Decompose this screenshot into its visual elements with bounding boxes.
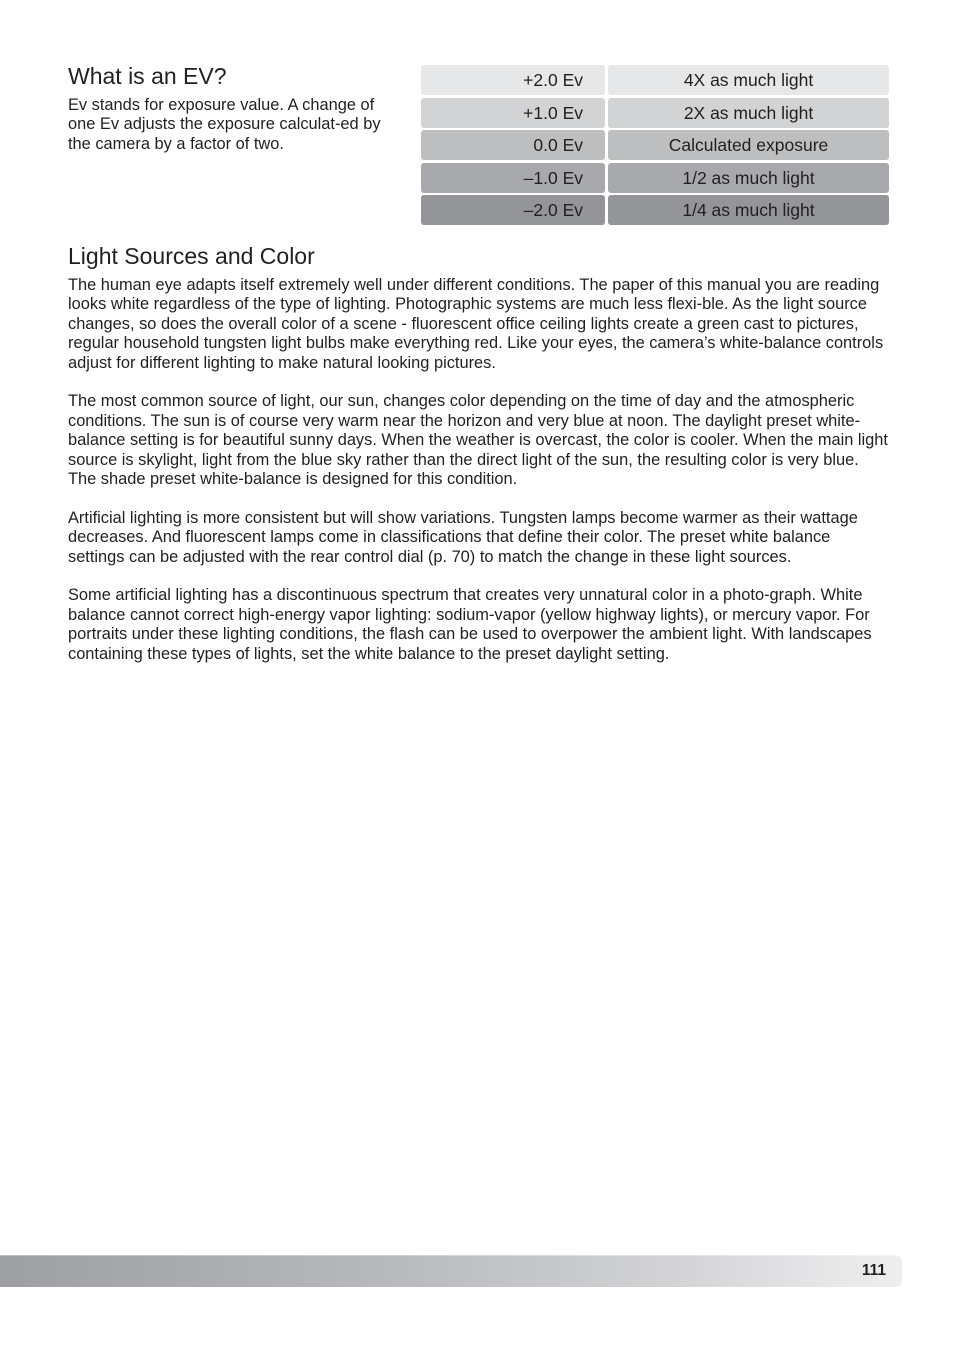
ev-table-row xyxy=(421,65,889,95)
light-sources-body xyxy=(68,276,890,683)
ev-value-cell: –2.0 Ev xyxy=(421,195,605,225)
body-paragraph: Some artificial lighting has a discontinuous spectrum that creates very unnatural color in a photo-graph. White balance cannot correct high-energy vapor lighting: sodium-vapor (yellow highway lights), or mercury vapor. For portraits under these lighting conditions, the flash can be used to overpower the ambient light. With landscapes containing these types of lights, set the white balance to the preset daylight setting. xyxy=(68,586,872,663)
ev-description-cell: 1/2 as much light xyxy=(608,163,889,193)
body-paragraph: The human eye adapts itself extremely well under different conditions. The paper of this manual you are reading looks white regardless of the type of lighting. Photographic systems are much less flexi-ble. As the light source changes, so does the overall color of a scene - fluorescent office ceiling lights create a green cast to pictures, regular household tungsten light bulbs make everything red. Like your eyes, the camera’s white-balance controls adjust for different lighting to make natural looking pictures. xyxy=(68,276,884,372)
ev-description-cell: Calculated exposure xyxy=(608,130,889,160)
page-number: 111 xyxy=(861,1262,886,1279)
body-paragraph: The most common source of light, our sun, changes color depending on the time of day and the atmospheric conditions. The sun is of course very warm near the horizon and very blue at noon. The daylight preset white-balance setting is for beautiful sunny days. When the weather is overcast, the color is cooler. When the main light source is skylight, light from the blue sky rather than the direct light of the sun, the resulting color is very blue. The shade preset white-balance is designed for this condition. xyxy=(68,392,888,489)
light-sources-title: Light Sources and Color xyxy=(68,243,315,269)
ev-description-cell: 1/4 as much light xyxy=(608,195,889,225)
ev-description-cell: 2X as much light xyxy=(608,98,889,128)
ev-table-row xyxy=(421,163,889,193)
ev-table-row xyxy=(421,98,889,128)
footer-bar xyxy=(0,1255,902,1287)
ev-value-cell: 0.0 Ev xyxy=(421,130,605,160)
ev-description: Ev stands for exposure value. A change of one Ev adjusts the exposure calculat-ed by the camera by a factor of two. xyxy=(68,96,381,153)
body-paragraph: Artificial lighting is more consistent but will show variations. Tungsten lamps become warmer as their wattage decreases. And fluorescent lamps come in classifications that define their color. The preset white balance settings can be adjusted with the rear control dial (p. 70) to match the change in these light sources. xyxy=(68,508,858,566)
ev-table-row xyxy=(421,195,889,225)
ev-table xyxy=(421,65,889,228)
ev-value-cell: +2.0 Ev xyxy=(421,65,605,95)
ev-table-row xyxy=(421,130,889,160)
ev-value-cell: –1.0 Ev xyxy=(421,163,605,193)
ev-description-cell: 4X as much light xyxy=(608,65,889,95)
ev-section-title: What is an EV? xyxy=(68,63,227,89)
ev-value-cell: +1.0 Ev xyxy=(421,98,605,128)
